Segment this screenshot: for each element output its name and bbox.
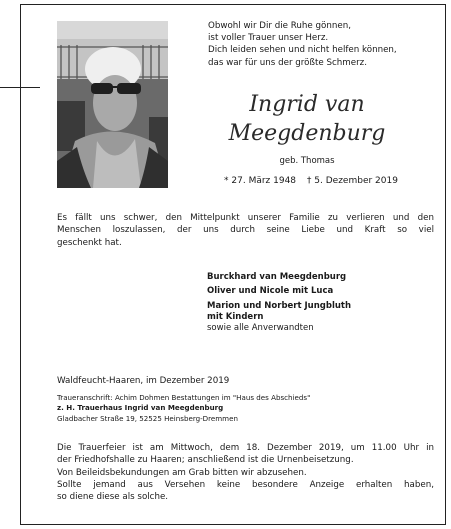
closing-text (57, 442, 434, 503)
intro-line: Es fällt uns schwer, den Mittelpunkt unserer Familie zu verlieren und den (57, 213, 434, 223)
intro-line: Menschen loszulassen, der uns durch seine Liebe und Kraft so viel (57, 225, 434, 236)
intro-text (57, 212, 434, 249)
death-date: † 5. Dezember 2019 (306, 176, 398, 186)
closing-line: so diene diese als solche. (57, 492, 169, 503)
mourners-list (207, 272, 427, 334)
poem-line: ist voller Trauer unser Herz. (208, 33, 329, 44)
mourning-address (57, 393, 310, 424)
address-line: Gladbacher Straße 19, 52525 Heinsberg-Dremmen (57, 413, 238, 423)
mourner-line: mit Kindern (207, 311, 264, 322)
poem-line: Obwohl wir Dir die Ruhe gönnen, (208, 21, 351, 31)
birth-name: geb. Thomas (279, 156, 335, 166)
place-date: Waldfeucht-Haaren, im Dezember 2019 (57, 376, 230, 386)
mourner-line: Marion und Norbert Jungbluth (207, 300, 352, 311)
mourner-line: sowie alle Anverwandten (207, 323, 314, 334)
deceased-name-first: Ingrid van (249, 92, 365, 117)
portrait-photo (57, 21, 168, 188)
closing-line: Die Trauerfeier ist am Mittwoch, dem 18. Dezember 2019, um 11.00 Uhr in (57, 443, 434, 453)
closing-line: Von Beileidsbekundungen am Grab bitten wir abzusehen. (57, 467, 307, 478)
poem (208, 20, 438, 69)
mourner-line: Oliver und Nicole mit Luca (207, 286, 334, 297)
poem-line: Dich leiden sehen und nicht helfen können, (208, 45, 397, 56)
address-line: z. H. Trauerhaus Ingrid van Meegdenburg (57, 403, 224, 413)
closing-line: Sollte jemand aus Versehen keine besondere Anzeige erhalten haben, (57, 479, 434, 490)
intro-line: geschenkt hat. (57, 237, 122, 248)
birth-date: * 27. März 1948 (224, 176, 297, 186)
closing-line: der Friedhofshalle zu Haaren; anschließend ist die Urnenbeisetzung. (57, 455, 354, 466)
poem-line: das war für uns der größte Schmerz. (208, 57, 367, 68)
mourner-line: Burckhard van Meegdenburg (207, 272, 347, 282)
deceased-name-last: Meegdenburg (228, 121, 386, 146)
address-line: Traueranschrift: Achim Dohmen Bestattungen im "Haus des Abschieds" (57, 393, 311, 402)
life-dates (200, 176, 422, 186)
